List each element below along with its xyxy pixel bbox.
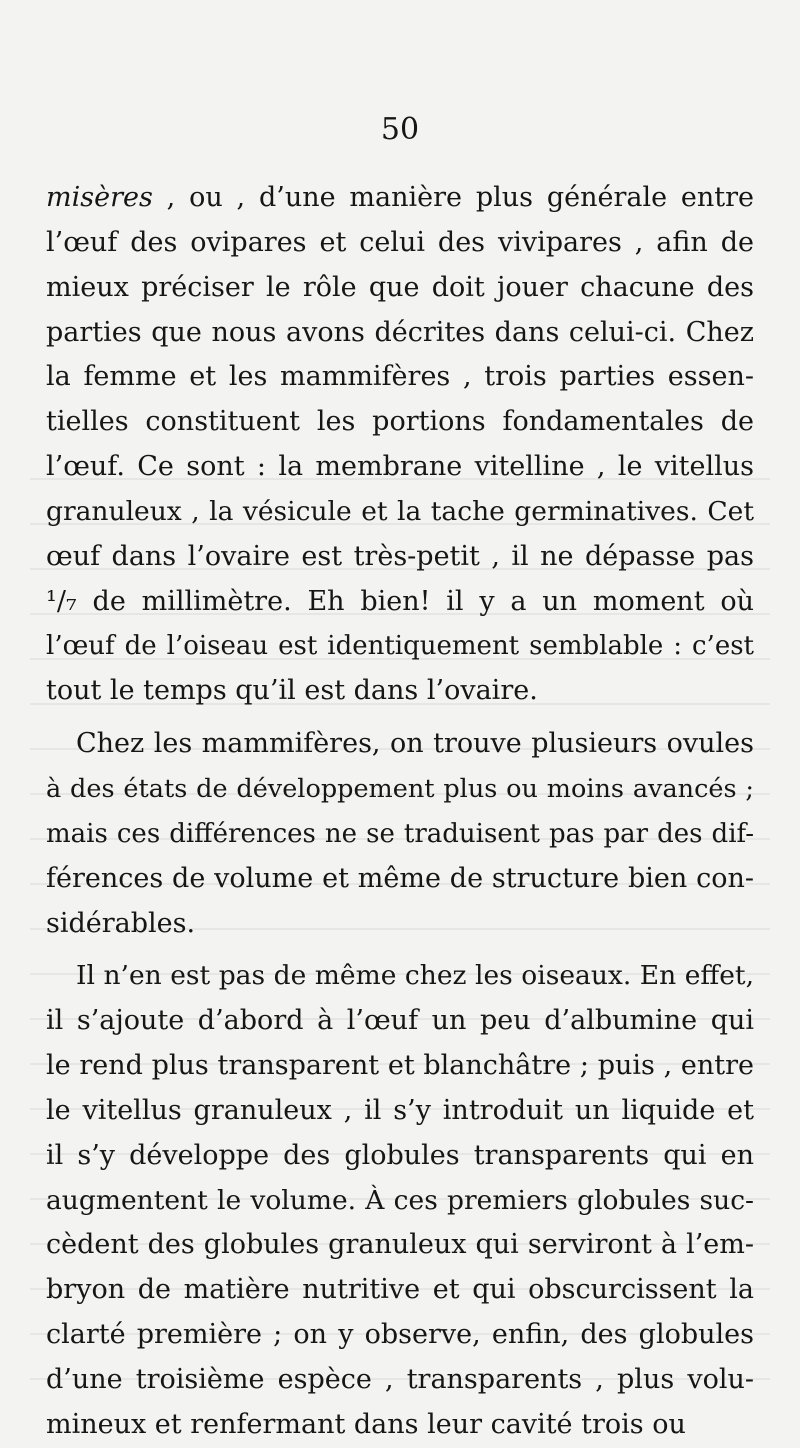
- paragraph: [46, 954, 754, 1447]
- text-line: d’une troisième espèce , transparents , plus volu-: [46, 1363, 754, 1395]
- text-line: clarté première ; on y observe, enfin, des globules: [46, 1319, 754, 1351]
- text-line: sidérables.: [46, 907, 196, 939]
- text-line: Il n’en est pas de même chez les oiseaux. En effet,: [76, 960, 754, 992]
- text-line: mineux et renfermant dans leur cavité trois ou: [46, 1408, 686, 1440]
- page-number: 50: [380, 112, 420, 147]
- text-line: la femme et les mammifères , trois parties essen-: [46, 361, 754, 393]
- text-line: le rend plus transparent et blanchâtre ; puis , entre: [46, 1050, 754, 1082]
- text-line: Chez les mammifères, on trouve plusieurs ovules: [76, 728, 754, 760]
- text-line: mieux préciser le rôle que doit jouer chacune des: [46, 271, 754, 303]
- text-line: l’œuf de l’oiseau est identiquement semblable : c’est: [46, 631, 754, 662]
- text-line: ¹/₇ de millimètre. Eh bien! il y a un moment où: [46, 585, 754, 617]
- body-text: [46, 176, 754, 1448]
- text-line: il s’ajoute d’abord à l’œuf un peu d’albumine qui: [46, 1005, 754, 1037]
- paragraph: [46, 722, 754, 946]
- text-line: il s’y développe des globules transparents qui en: [46, 1139, 754, 1171]
- paragraph: [46, 176, 754, 714]
- text-line: bryon de matière nutritive et qui obscurcissent la: [46, 1274, 754, 1306]
- text-line: granuleux , la vésicule et la tache germinatives. Cet: [46, 495, 754, 527]
- text-line: tielles constituent les portions fondamentales de: [46, 406, 754, 438]
- paragraph-gap: [46, 714, 754, 722]
- text-line: l’œuf des ovipares et celui des vivipares , afin de: [46, 226, 754, 258]
- text-line: mais ces différences ne se traduisent pas par des dif-: [46, 818, 754, 849]
- paragraph-gap: [46, 946, 754, 954]
- text-line: parties que nous avons décrites dans celui-ci. Chez: [46, 316, 754, 348]
- text-line: tout le temps qu’il est dans l’ovaire.: [46, 675, 538, 707]
- text-line: misères , ou , d’une manière plus générale entre: [46, 182, 754, 213]
- text-line: l’œuf. Ce sont : la membrane vitelline , le vitellus: [46, 451, 754, 483]
- text-line: le vitellus granuleux , il s’y introduit un liquide et: [46, 1094, 754, 1126]
- text-line: à des états de développement plus ou moins avancés ;: [46, 773, 754, 804]
- text-line: œuf dans l’ovaire est très-petit , il ne dépasse pas: [46, 540, 754, 572]
- italic-word: misères: [46, 182, 153, 213]
- text-line: augmentent le volume. À ces premiers globules suc-: [46, 1184, 754, 1216]
- text-line: férences de volume et même de structure bien con-: [46, 862, 754, 894]
- text-line: cèdent des globules granuleux qui serviront à l’em-: [46, 1229, 754, 1261]
